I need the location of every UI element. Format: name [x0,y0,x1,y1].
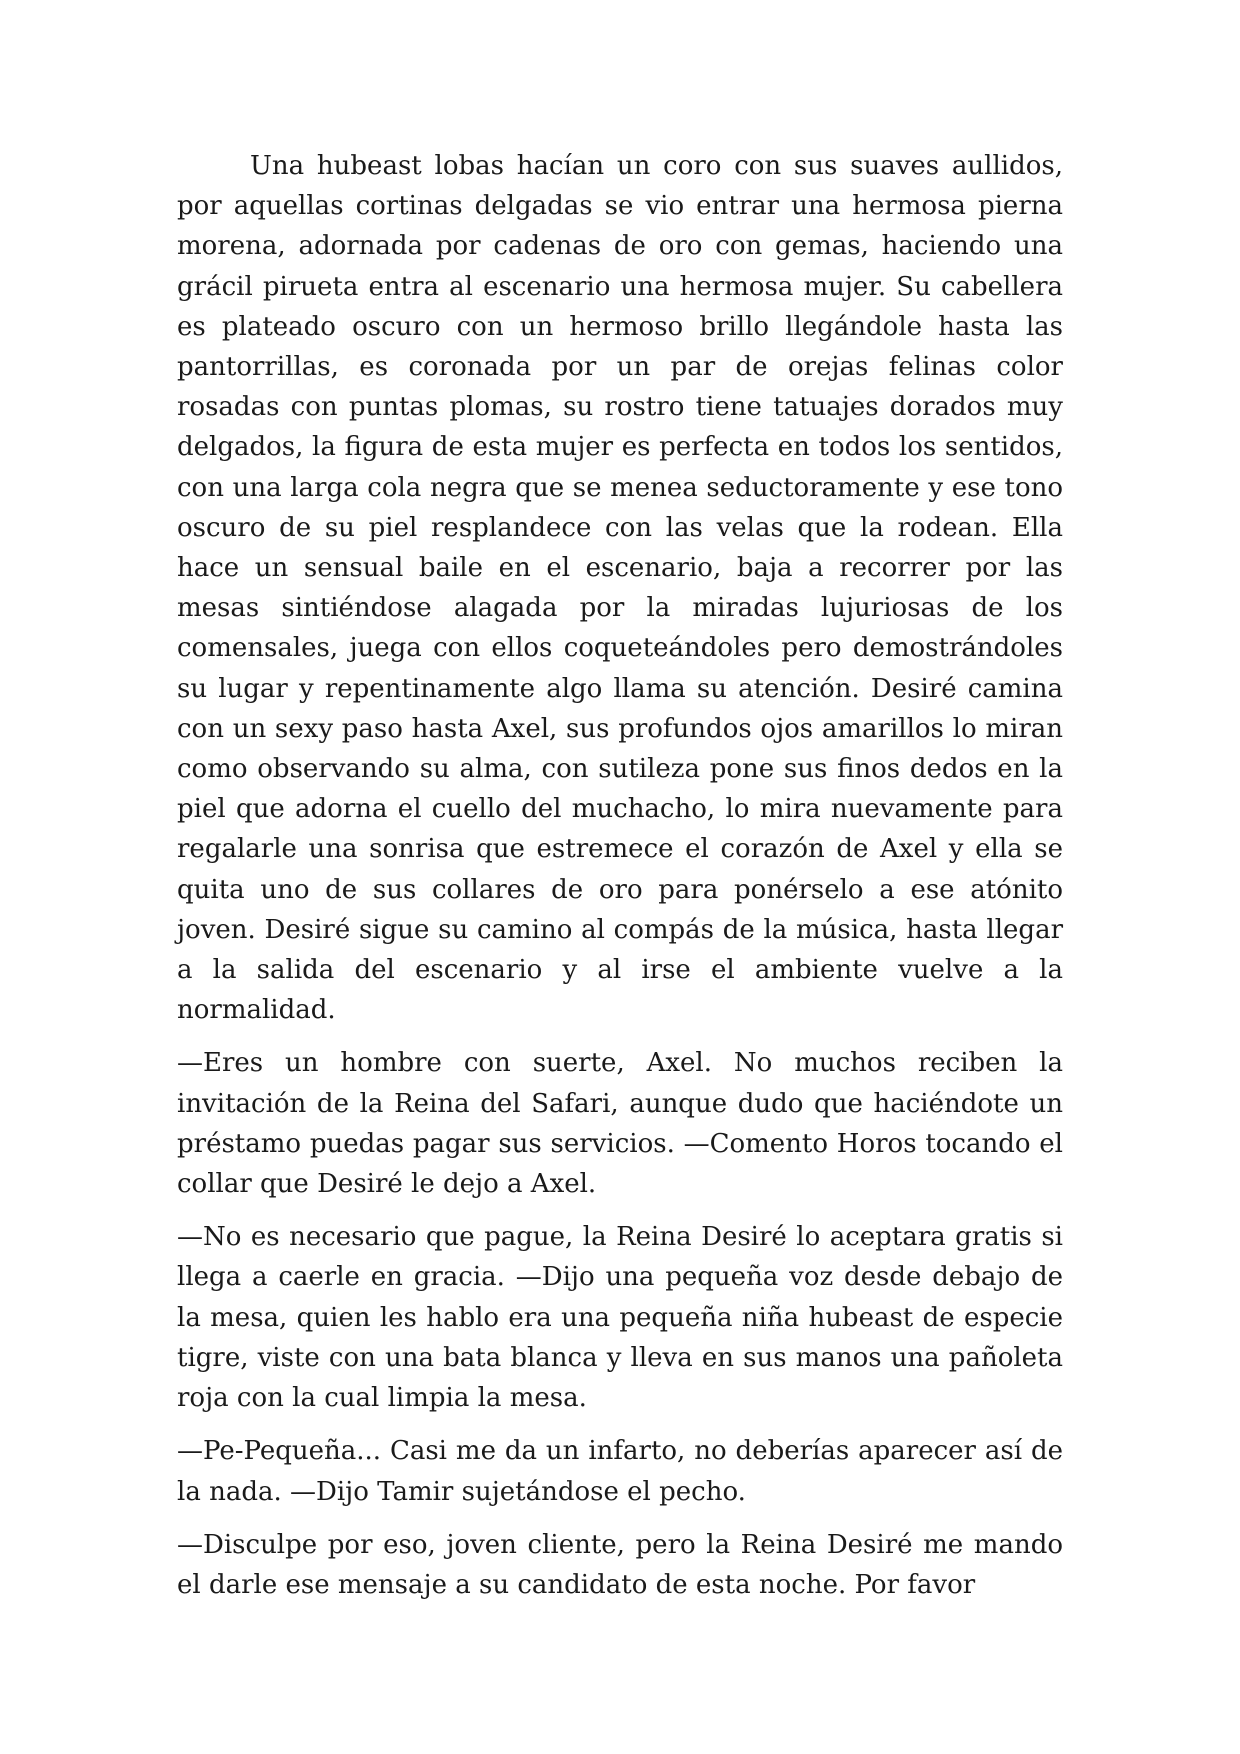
paragraph-4: —Pe-Pequeña... Casi me da un infarto, no deberías aparecer así de la nada. —Dijo Tamir sujetándose el pecho. [177,1436,1063,1507]
paragraph-5: —Disculpe por eso, joven cliente, pero la Reina Desiré me mando el darle ese mensaje a su candidato de esta noche. Por favor [177,1529,1063,1600]
paragraph-2: —Eres un hombre con suerte, Axel. No muchos reciben la invitación de la Reina del Safari, aunque dudo que haciéndote un préstamo puedas pagar sus servicios. —Comento Horos tocando el collar que Desiré le dejo a Axel. [177,1048,1063,1200]
paragraph-1: Una hubeast lobas hacían un coro con sus suaves aullidos, por aquellas cortinas delgadas se vio entrar una hermosa pierna morena, adornada por cadenas de oro con gemas, haciendo una grácil pirueta entra al escenario una hermosa mujer. Su cabellera es plateado oscuro con un hermoso brillo llegándole hasta las pantorrillas, es coronada por un par de orejas felinas color rosadas con puntas plomas, su rostro tiene tatuajes dorados muy delgados, la figura de esta mujer es perfecta en todos los sentidos, con una larga cola negra que se menea seductoramente y ese tono oscuro de su piel resplandece con las velas que la rodean. Ella hace un sensual baile en el escenario, baja a recorrer por las mesas sintiéndose alagada por la miradas lujuriosas de los comensales, juega con ellos coqueteándoles pero demostrándoles su lugar y repentinamente algo llama su atención. Desiré camina con un sexy paso hasta Axel, sus profundos ojos amarillos lo miran como observando su alma, con sutileza pone sus finos dedos en la piel que adorna el cuello del muchacho, lo mira nuevamente para regalarle una sonrisa que estremece el corazón de Axel y ella se quita uno de sus collares de oro para ponérselo a ese atónito joven. Desiré sigue su camino al compás de la música, hasta llegar a la salida del escenario y al irse el ambiente vuelve a la normalidad. [177,151,1063,1026]
paragraph-3: —No es necesario que pague, la Reina Desiré lo aceptara gratis si llega a caerle en gracia. —Dijo una pequeña voz desde debajo de la mesa, quien les hablo era una pequeña niña hubeast de especie tigre, viste con una bata blanca y lleva en sus manos una pañoleta roja con la cual limpia la mesa. [177,1222,1063,1414]
body-text [177,146,1063,1618]
